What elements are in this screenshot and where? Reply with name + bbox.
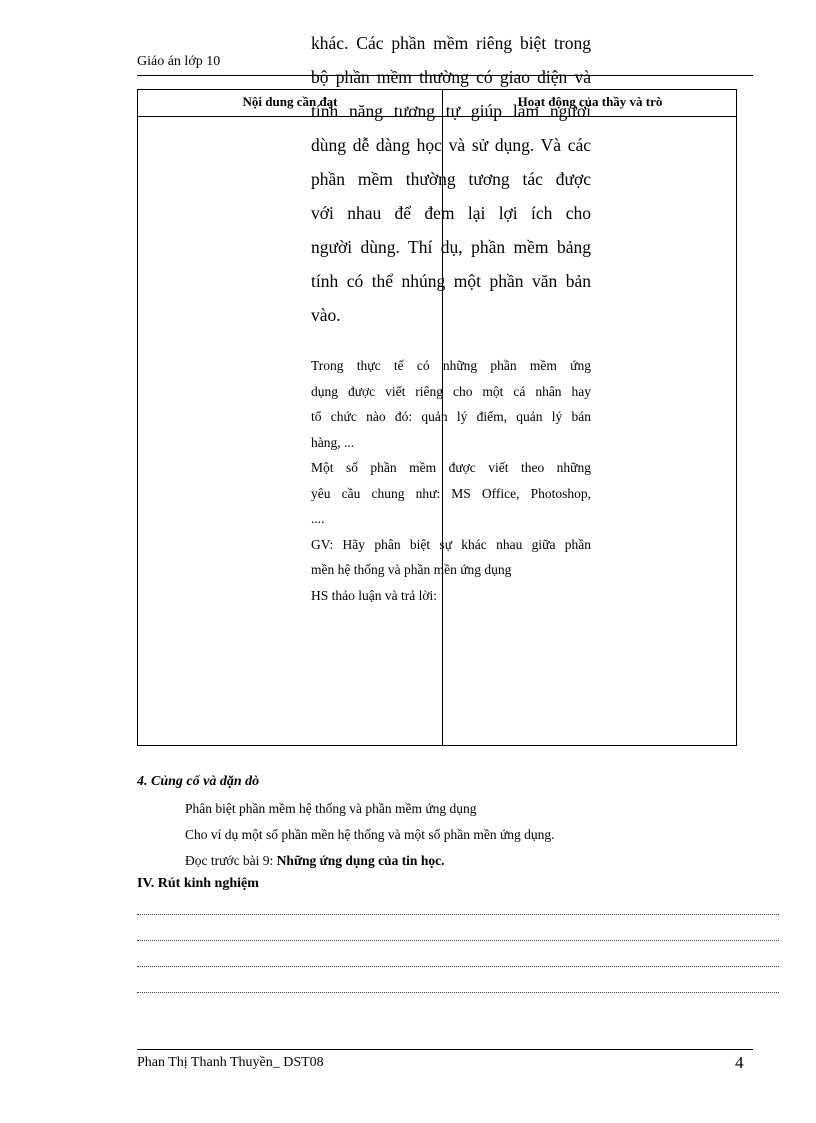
section-4-line-1: Phân biệt phần mềm hệ thống và phần mềm ứng dụng [185,801,477,816]
page-number: 4 [735,1053,744,1072]
text-line: Một số phần mềm được viết theo những [311,460,591,475]
text-line: bộ phần mềm thường có giao diện và [311,67,591,87]
text-line: mền hệ thống và phần mền ứng dụng [311,562,512,577]
text-line: GV: Hãy phân biệt sự khác nhau giữa phần [311,536,591,552]
section-4-line-3 [185,853,444,869]
text-line: tổ chức nào đó: quản lý điểm, quản lý bán [311,409,591,424]
dotted-line [137,992,779,993]
line-3-prefix: Đọc trước bài 9: [185,853,277,868]
line-3-bold: Những ứng dụng của tin học. [276,853,445,868]
dotted-line [137,914,779,915]
text-line: dụng được viết riêng cho một cá nhân hay [311,383,591,399]
section-4-line-2: Cho ví dụ một số phần mền hệ thống và một số phần mền ứng dụng. [185,827,555,842]
text-line: hàng, ... [311,434,355,450]
text-line: Trong thực tế có những phần mềm ứng [311,358,591,373]
footer-rule [137,1049,753,1050]
text-line: dùng dễ dàng học và sử dụng. Và các [311,135,591,155]
text-line: tính có thể nhúng một phần văn bản [311,271,591,291]
text-line: khác. Các phần mềm riêng biệt trong [311,33,591,53]
column-header-content: Nội dung cần đạt [242,94,338,109]
column-header-activities: Hoạt động của thầy và trò [517,94,663,109]
text-line: tính năng tương tự giúp làm người [311,101,591,121]
text-line: yêu cầu chung như: MS Office, Photoshop, [311,485,591,501]
dotted-line [137,940,779,941]
activity-paragraph-large [311,26,591,332]
text-line: người dùng. Thí dụ, phần mềm bảng [311,237,591,257]
activity-paragraph-small [311,353,591,608]
page-header-title: Giáo án lớp 10 [137,54,221,69]
text-line: HS thảo luận và trả lời: [311,587,437,603]
text-line: .... [311,511,325,526]
text-line: vào. [311,305,341,325]
section-4-heading: 4. Củng cố và dặn dò [137,774,260,789]
text-line: với nhau để đem lại lợi ích cho [311,203,591,223]
text-line: phần mềm thường tương tác được [311,169,591,189]
dotted-line [137,966,779,967]
section-5-heading: IV. Rút kinh nghiệm [137,876,259,891]
footer-author: Phan Thị Thanh Thuyền_ DST08 [137,1055,324,1070]
